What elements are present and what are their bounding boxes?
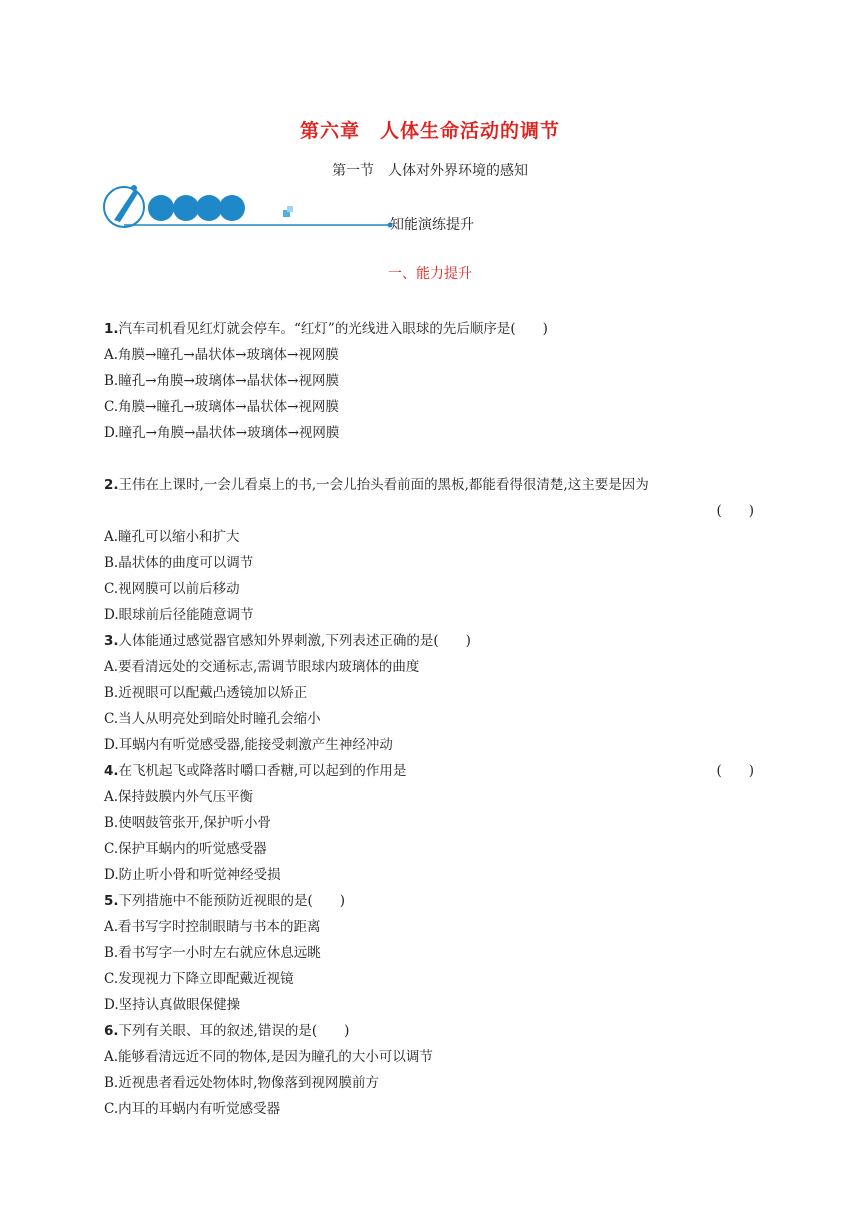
option: B.使咽鼓管张开,保护听小骨 <box>104 815 272 831</box>
option: D.防止听小骨和听觉神经受损 <box>104 867 281 883</box>
option: C.内耳的耳蜗内有听觉感受器 <box>104 1101 281 1117</box>
option: A.保持鼓膜内外气压平衡 <box>104 789 254 805</box>
section-title: 第一节 人体对外界环境的感知 <box>332 163 528 179</box>
option: C.视网膜可以前后移动 <box>104 581 240 597</box>
option: C.保护耳蜗内的听觉感受器 <box>104 841 267 857</box>
question-stem: 2.王伟在上课时,一会儿看桌上的书,一会儿抬头看前面的黑板,都能看得很清楚,这主要是因为 <box>104 477 649 493</box>
option: B.看书写字一小时左右就应休息远眺 <box>104 945 321 961</box>
question-list <box>104 316 754 1122</box>
option: D.坚持认真做眼保健操 <box>104 997 241 1013</box>
option: A.要看清远处的交通标志,需调节眼球内玻璃体的曲度 <box>104 659 420 675</box>
option: A.角膜→瞳孔→晶状体→玻璃体→视网膜 <box>104 347 339 363</box>
banner-dot-icon <box>196 195 222 221</box>
banner-label: 知能演练提升 <box>390 217 474 233</box>
banner-dot-icon <box>219 195 245 221</box>
option: C.角膜→瞳孔→玻璃体→晶状体→视网膜 <box>104 399 339 415</box>
part-heading: 一、能力提升 <box>388 266 472 282</box>
option: B.晶状体的曲度可以调节 <box>104 555 254 571</box>
option: C.发现视力下降立即配戴近视镜 <box>104 971 294 987</box>
option: D.眼球前后径能随意调节 <box>104 607 254 623</box>
chapter-title: 第六章 人体生命活动的调节 <box>299 120 560 142</box>
answer-bracket: ( ) <box>716 503 754 519</box>
question-stem: 5.下列措施中不能预防近视眼的是( ) <box>104 893 346 909</box>
option: B.瞳孔→角膜→玻璃体→晶状体→视网膜 <box>104 373 339 389</box>
option: C.当人从明亮处到暗处时瞳孔会缩小 <box>104 711 321 727</box>
answer-bracket: ( ) <box>716 763 754 779</box>
question-stem: 6.下列有关眼、耳的叙述,错误的是( ) <box>104 1023 350 1039</box>
option: A.看书写字时控制眼睛与书本的距离 <box>104 919 321 935</box>
option: D.耳蜗内有听觉感受器,能接受刺激产生神经冲动 <box>104 737 393 753</box>
banner-dot-icon <box>148 195 174 221</box>
question-stem: 1.汽车司机看见红灯就会停车。“红灯”的光线进入眼球的先后顺序是( ) <box>104 321 548 337</box>
question-stem: 3.人体能通过感觉器官感知外界刺激,下列表述正确的是( ) <box>104 633 471 649</box>
option: D.瞳孔→角膜→晶状体→玻璃体→视网膜 <box>104 425 340 441</box>
question-stem: 4.在飞机起飞或降落时嚼口香糖,可以起到的作用是 ( ) <box>104 758 754 784</box>
banner-dot-icon <box>173 195 199 221</box>
option: B.近视眼可以配戴凸透镜加以矫正 <box>104 685 308 701</box>
option: A.瞳孔可以缩小和扩大 <box>104 529 240 545</box>
option: B.近视患者看远处物体时,物像落到视网膜前方 <box>104 1075 380 1091</box>
option: A.能够看清远近不同的物体,是因为瞳孔的大小可以调节 <box>104 1049 433 1065</box>
